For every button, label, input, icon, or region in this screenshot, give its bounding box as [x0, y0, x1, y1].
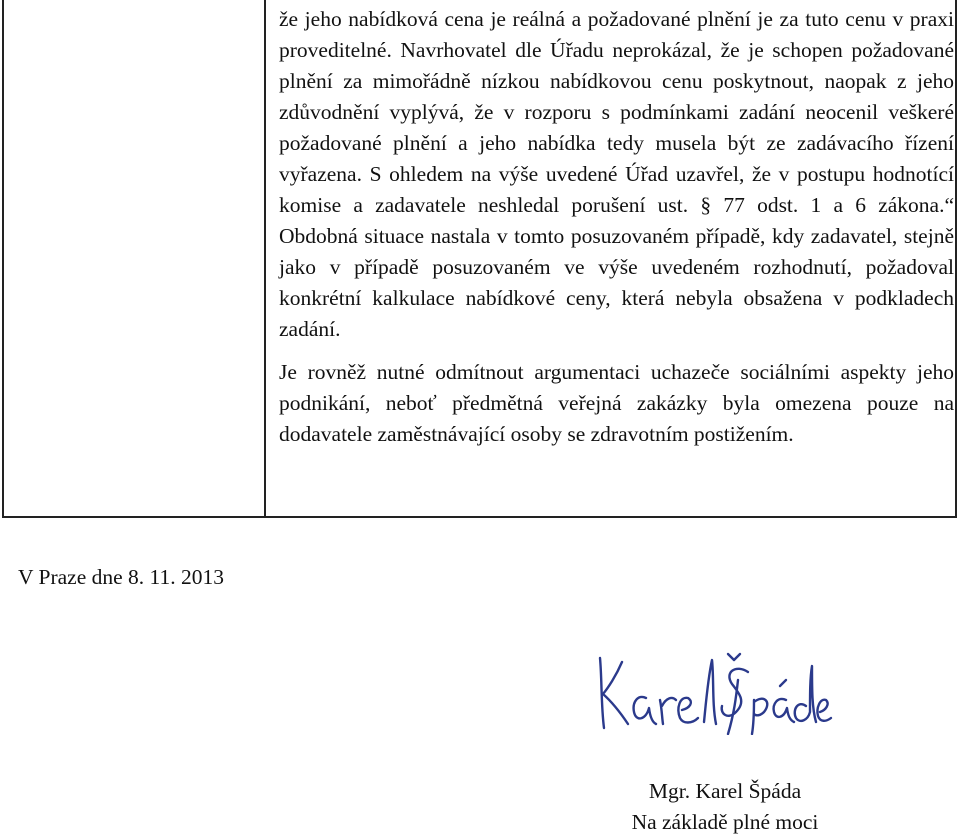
- handwritten-signature: [588, 650, 833, 735]
- paragraph-2: Je rovněž nutné odmítnout argumentaci uchazeče sociálními aspekty jeho podnikání, neboť předmětná veřejná zakázky byla omezena pouze na dodavatele zaměstnávající osoby se zdravotním postižením.: [279, 360, 954, 446]
- paragraph-1: že jeho nabídková cena je reálná a požadované plnění je za tuto cenu v praxi proveditelné. Navrhovatel dle Úřadu neprokázal, že je schopen požadované plnění za mimořádně nízkou nabídkovou cenu poskytnout, naopak z jeho zdůvodnění vyplývá, že v rozporu s podmínkami zadání neocenil veškeré požadované plnění a jeho nabídka tedy musela být ze zadávacího řízení vyřazena. S ohledem na výše uvedené Úřad uzavřel, že v postupu hodnotící komise a zadavatele neshledal porušení ust. § 77 odst. 1 a 6 zákona.“ Obdobná situace nastala v tomto posuzovaném případě, kdy zadavatel, stejně jako v případě posuzovaném ve výše uvedeném rozhodnutí, požadoval konkrétní kalkulace nabídkové ceny, která nebyla obsažena v podkladech zadání.: [279, 7, 954, 341]
- content-table: [2, 0, 957, 518]
- text-cell: [279, 4, 954, 450]
- signatory-name: Mgr. Karel Špáda: [648, 779, 802, 803]
- date-line: V Praze dne 8. 11. 2013: [18, 565, 225, 589]
- column-divider: [264, 0, 266, 516]
- signatory-role: Na základě plné moci: [631, 810, 819, 834]
